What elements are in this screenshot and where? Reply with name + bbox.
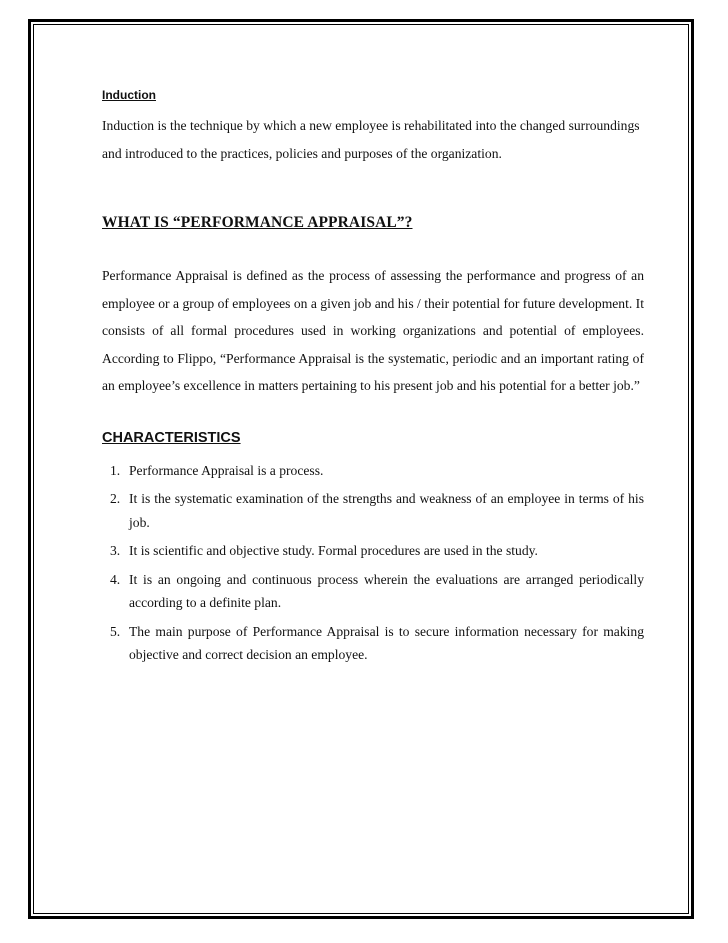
performance-paragraph: Performance Appraisal is defined as the process of assessing the performance and progress of an employee or a group of employees on a given job and his / their potential for future development. It consists of all formal procedures used in working organizations and potential of employees. According to Flippo, “Performance Appraisal is the systematic, periodic and an important rating of an employee’s excellence in matters pertaining to his present job and his potential for a better job.”: [102, 268, 644, 393]
list-item-number: 1.: [110, 462, 121, 478]
list-item-text: It is an ongoing and continuous process wherein the evaluations are arranged periodically according to a definite plan.: [129, 571, 644, 610]
list-item: [102, 459, 644, 483]
list-item-text: It is scientific and objective study. Formal procedures are used in the study.: [129, 543, 538, 558]
list-item-text: It is the systematic examination of the strengths and weakness of an employee in terms of his job.: [129, 491, 644, 530]
document-body: [102, 88, 644, 672]
list-item: [102, 568, 644, 615]
characteristics-list: [102, 459, 644, 667]
list-item-number: 4.: [110, 571, 121, 587]
list-item-number: 5.: [110, 623, 121, 639]
list-item-text: The main purpose of Performance Appraisal is to secure information necessary for making objective and correct decision an employee.: [129, 623, 644, 662]
induction-paragraph: Induction is the technique by which a new employee is rehabilitated into the changed surroundings and introduced to the practices, policies and purposes of the organization.: [102, 118, 640, 161]
list-item-number: 2.: [110, 491, 121, 506]
list-item: [102, 487, 644, 534]
list-item-number: 3.: [110, 543, 121, 558]
performance-heading: WHAT IS “PERFORMANCE APPRAISAL”?: [102, 214, 413, 231]
list-item: [102, 620, 644, 667]
list-item-text: Performance Appraisal is a process.: [129, 462, 324, 478]
induction-heading: Induction: [102, 88, 156, 102]
characteristics-heading: CHARACTERISTICS: [102, 429, 241, 446]
list-item: [102, 539, 644, 563]
